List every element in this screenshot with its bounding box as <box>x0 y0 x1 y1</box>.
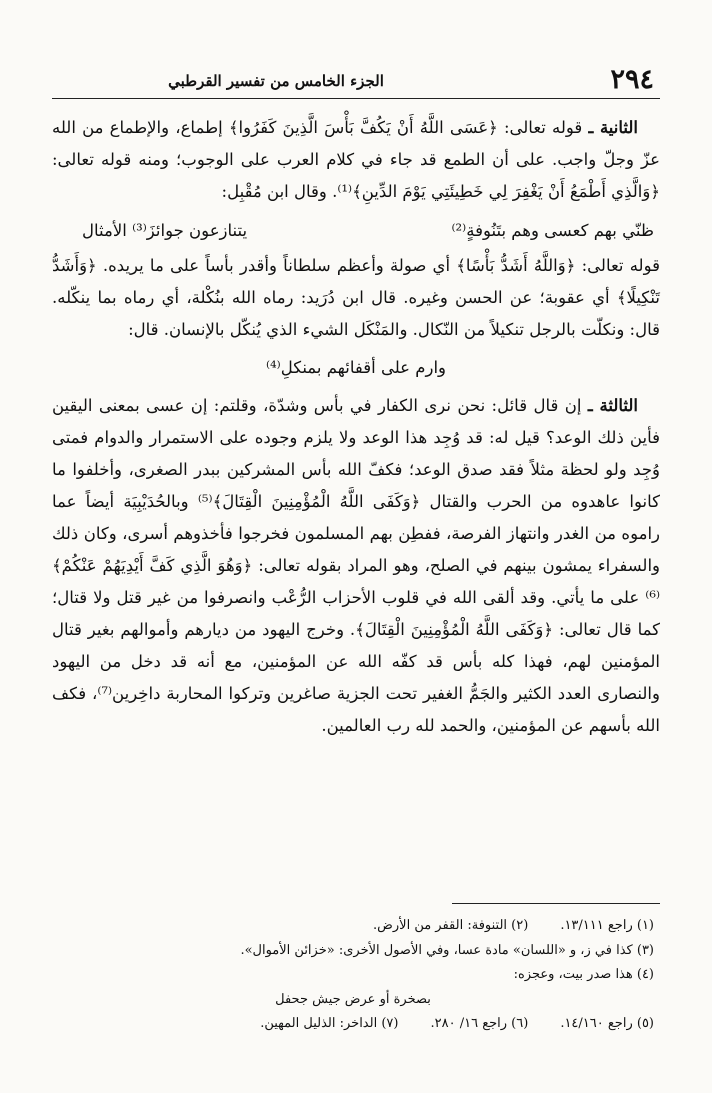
poetry-verse-2: وارم على أقفائهم بمنكلِ⁽⁴⁾ <box>265 358 446 377</box>
footnote-row-5 <box>52 1012 654 1037</box>
main-text <box>52 112 660 742</box>
paragraph-tafsir <box>52 250 660 346</box>
running-title: الجزء الخامس من تفسير القرطبي <box>168 72 384 90</box>
footnote-4: (٤) هذا صدر بيت، وعجزه: <box>513 967 654 982</box>
footnote-divider <box>452 903 660 904</box>
paragraph-second-text: قوله تعالى: ﴿عَسَى اللَّهُ أَنْ يَكُفَّ بَأْسَ الَّذِينَ كَفَرُوا﴾ إطماع، والإطماع من الله عزّ وجلّ واجب. على أن الطمع قد جاء في كلام العرب على الوجوب؛ ومنه قوله تعالى: ﴿وَالَّذِي أَطْمَعُ أَنْ يَغْفِرَ لِي خَطِيئَتِي يَوْمَ الدِّينِ﴾⁽¹⁾. وقال ابن مُقْبِل: <box>52 118 660 201</box>
verse-1-second-half: يتنازعون جوائزَ⁽³⁾ الأمثال <box>82 221 248 240</box>
footnote-row-1 <box>52 914 654 939</box>
verse-1-first-half: ظنّي بهم كعسى وهم بتَنُوفةٍ⁽²⁾ <box>451 221 654 240</box>
footnote-6: (٦) راجع ١٦/ ٢٨٠. <box>430 1016 529 1031</box>
paragraph-tafsir-text: قوله تعالى: ﴿وَاللَّهُ أَشَدُّ بَأْسًا﴾ أي صولة وأعظم سلطاناً وأقدر بأساً على ما يريده. ﴿وَأَشَدُّ تَنْكِيلًا﴾ أي عقوبة؛ عن الحسن وغيره. قال ابن دُرَيد: رماه الله بنُكْلة، أي رماه بما ينكّله. قال: ونكلّت بالرجل تنكيلاً من النّكال. والمَنْكَل الشيء الذي يُنكّل بالإنسان. قال: <box>52 256 660 339</box>
page-header <box>52 66 660 99</box>
section-label-second: الثانية ـ <box>588 118 638 137</box>
footnote-4-verse: بصخرة أو عرض جيش جحفل <box>275 991 431 1007</box>
footnote-1: (١) راجع ١٣/١١١. <box>560 918 654 933</box>
footnotes <box>52 914 654 1037</box>
footnote-5: (٥) راجع ١٤/١٦٠. <box>560 1016 654 1031</box>
footnote-2: (٢) التنوفة: القفر من الأرض. <box>373 918 529 933</box>
poetry-verse-1 <box>52 214 660 248</box>
paragraph-third <box>52 390 660 742</box>
footnote-3: (٣) كذا في ز، و «اللسان» مادة عسا، وفي الأصول الأخرى: «خزائن الأموال». <box>240 942 654 958</box>
page-number: ٢٩٤ <box>610 64 654 95</box>
paragraph-third-text: إن قال قائل: نحن نرى الكفار في بأس وشدّة، وقلتم: إن عسى بمعنى اليقين فأين ذلك الوعد؟ قيل له: قد وُجِد هذا الوعد ولا يلزم وجوده على الاستمرار والدوام فمتى وُجِد ولو لحظة مثلاً فقد صدق الوعد؛ فكفّ الله بأس المشركين ببدر الصغرى، وأخلفوا ما كانوا عاهدوه من الحرب والقتال ﴿وَكَفَى اللَّهُ الْمُؤْمِنِينَ الْقِتَالَ﴾⁽⁵⁾ وبالحُدَيْبِيَة أيضاً عما راموه من الغدر وانتهاز الفرصة، ففطِن بهم المسلمون فخرجوا فأخذوهم أسرى، وكان ذلك والسفراء يمشون بينهم في الصلح، وهو المراد بقوله تعالى: ﴿وَهُوَ الَّذِي كَفَّ أَيْدِيَهُمْ عَنْكُمْ﴾⁽⁶⁾ على ما يأتي. وقد ألقى الله في قلوب الأحزاب الرُّعْب وانصرفوا من غير قتل ولا قتال؛ كما قال تعالى: ﴿وَكَفَى اللَّهُ الْمُؤْمِنِينَ الْقِتَالَ﴾. وخرج اليهود من ديارهم وأموالهم بغير قتال المؤمنين لهم، فهذا كله بأس قد كفّه الله عن المؤمنين، مع أنه قد دخل من اليهود والنصارى العدد الكثير والجَمُّ الغفير تحت الجزية صاغرين وتركوا المحاربة داخِرين⁽⁷⁾، فكف الله بأسهم عن المؤمنين، والحمد لله رب العالمين. <box>52 396 660 735</box>
paragraph-second <box>52 112 660 208</box>
footnote-7: (٧) الداخر: الذليل المهين. <box>260 1016 399 1031</box>
section-label-third: الثالثة ـ <box>587 396 638 415</box>
